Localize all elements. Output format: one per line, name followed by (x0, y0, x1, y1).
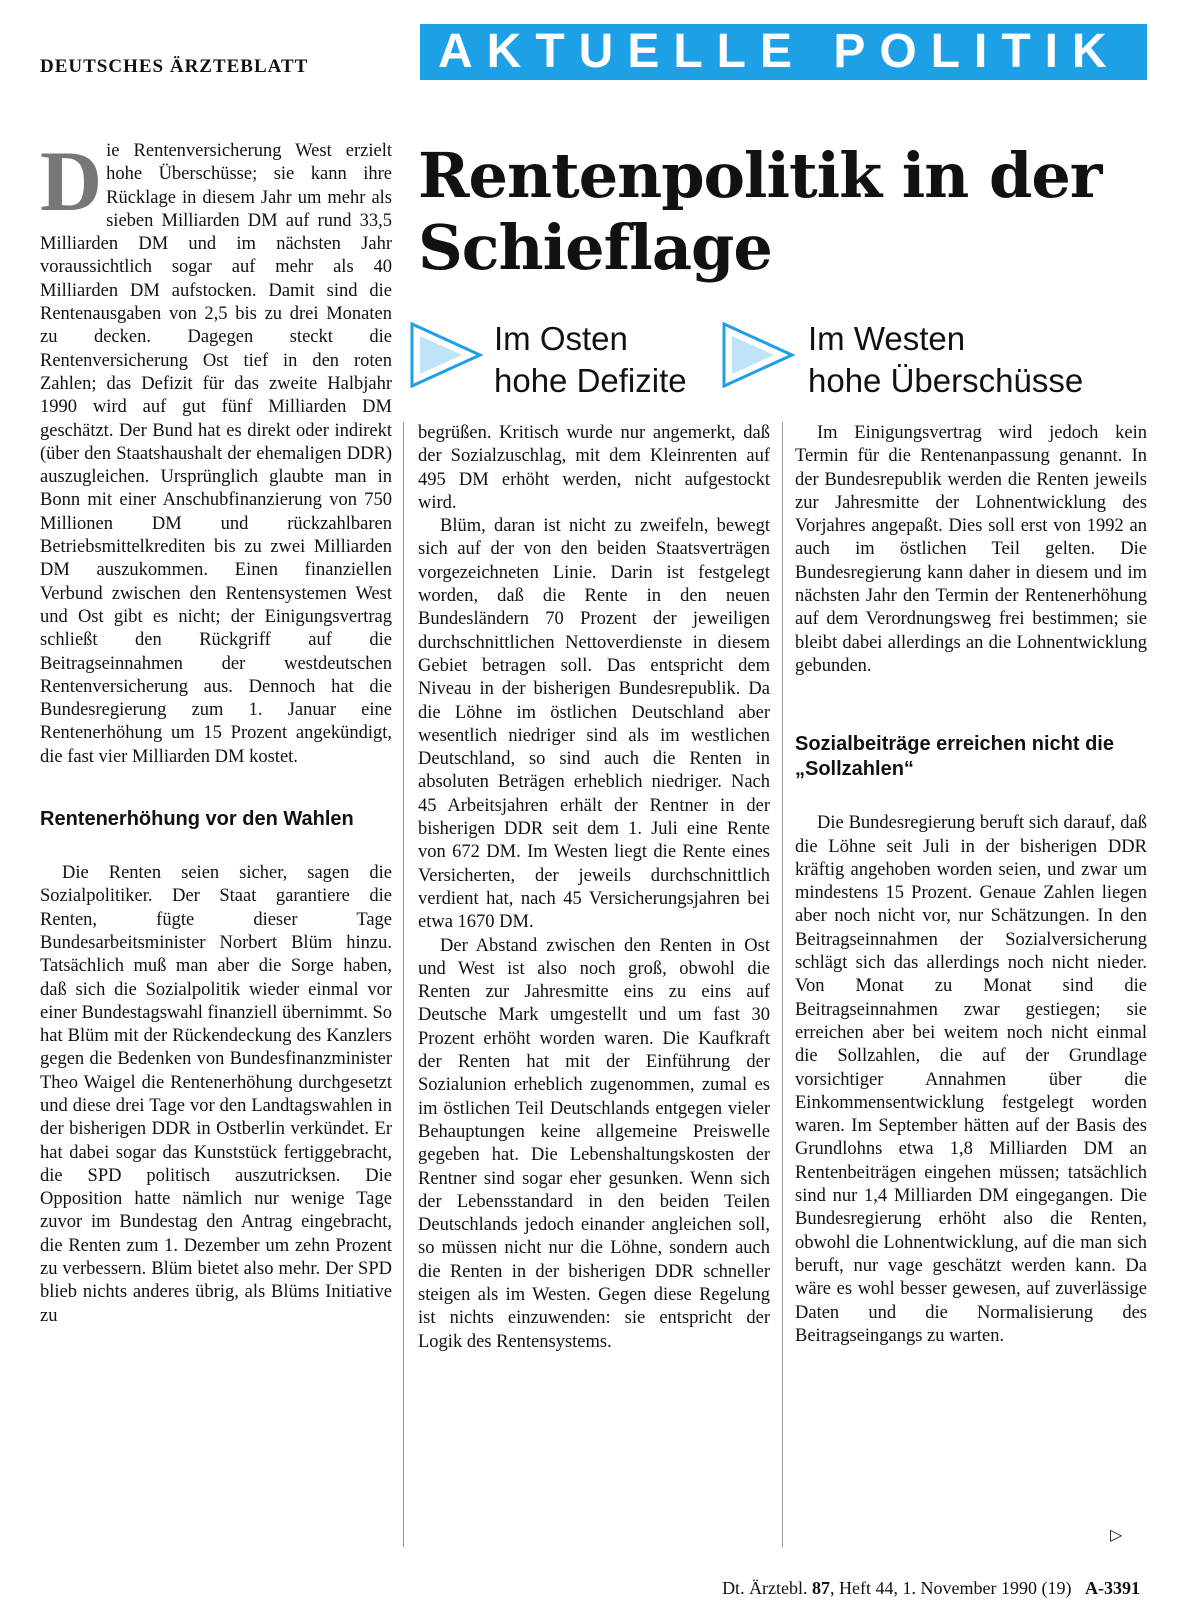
triangle-right-icon (722, 322, 796, 388)
subheading-rentenerhoehung: Rentenerhöhung vor den Wahlen (40, 808, 354, 831)
continue-arrow-icon: ▷ (1110, 1525, 1123, 1544)
deck-right (808, 318, 1083, 402)
deck-right-line2: hohe Überschüsse (808, 362, 1084, 399)
citation-volume: 87 (812, 1578, 831, 1598)
body-paragraph: Die Bundesregierung beruft sich darauf, daß die Löhne seit Juli in der bisherigen DDR kräftig angehoben worden seien, und zwar um mindestens 15 Prozent. Genaue Zahlen liegen aber noch nicht vor, nur Schätzungen. In den Beitragseinnahmen der Sozialversicherung schlägt sich das allerdings noch nicht nieder. Von Monat zu Monat sind die Beitragseinnahmen zwar gestiegen; sie erreichen aber bei weitem noch nicht einmal die Sollzahlen, die auf der Grundlage vorsichtiger Annahmen über die Einkommensentwicklung festgelegt worden waren. Im September hätten auf der Basis des Grundlohns etwa 1,8 Milliarden DM an Rentenbeiträgen eingehen müssen; tatsächlich sind nur 1,4 Milliarden DM eingegangen. Die Bundesregierung erhöht also die Renten, obwohl die Lohnentwicklung, auf die man sich beruft, nur vage geschätzt werden kann. Da wäre es wohl besser gewesen, auf zuverlässige Daten und die Normalisierung des Beitragseingangs zu warten. (795, 813, 1147, 1346)
citation-prefix: Dt. Ärztebl. (722, 1578, 808, 1598)
deck-left-line2: hohe Defizite (494, 362, 687, 399)
triangle-left-icon (410, 322, 484, 388)
body-paragraph: Blüm, daran ist nicht zu zweifeln, bewegt sich auf der von den beiden Staatsverträgen vorgezeichneten Linie. Darin ist festgelegt worden, daß die Rente in den neuen Bundesländern 70 Prozent der jeweiligen durchschnittlichen Nettoverdienste in diesem Gebiet betragen soll. Das entspricht dem Niveau in der bisherigen Bundesrepublik. Da die Löhne im östlichen Deutschland aber wesentlich niedriger sind als im westlichen Deutschland, so sind auch die Renten in absoluten Beträgen erheblich niedriger. Nach 45 Arbeitsjahren erhält der Rentner in der bisherigen DDR seit dem 1. Juli eine Rente von 672 DM. Im Westen liegt die Rente eines Versicherten, der jeweils durchschnittlich verdient hat, nach 45 Versicherungsjahren bei etwa 1670 DM. (418, 516, 770, 933)
intro-paragraph (40, 133, 392, 769)
page-number: A-3391 (1085, 1578, 1140, 1598)
body-paragraph: Im Einigungsvertrag wird jedoch kein Termin für die Rentenanpassung genannt. In der Bundesrepublik werden die Renten jeweils zur Jahresmitte der Lohnentwicklung des Vorjahres angepaßt. Dies soll erst von 1992 an auch im östlichen Teil gelten. Die Bundesregierung kann daher in diesem und im nächsten Jahr den Termin der Rentenerhöhung auf dem Verordnungsweg frei bestimmen; sie bleibt dabei allerdings an die Lohnentwicklung gebunden. (795, 423, 1147, 676)
deck-left (494, 318, 687, 402)
drop-cap: D (40, 133, 103, 229)
deck-right-line1: Im Westen (808, 320, 966, 357)
body-paragraph: Der Abstand zwischen den Renten in Ost und West ist also noch groß, obwohl die Renten zur Jahresmitte eins zu eins auf Deutsche Mark umgestellt und um fast 30 Prozent erhöht worden waren. Die Kaufkraft der Renten hat mit der Einführung der Sozialunion erheblich zugenommen, zumal es im östlichen Teil Deutschlands entgegen vieler Behauptungen keine allgemeine Preiswelle gegeben hat. Die Lebenshaltungskosten der Rentner sind sogar eher gesunken. Wenn sich der Lebensstandard in den beiden Teilen Deutschlands jedoch einander angleichen soll, so müssen nicht nur die Löhne, sondern auch die Renten in der bisherigen DDR schneller steigen als im Westen. Gegen diese Regelung ist nichts einzuwenden: sie entspricht der Logik des Rentensystems. (418, 935, 770, 1352)
deck-left-line1: Im Osten (494, 320, 628, 357)
page-footer (722, 1578, 1140, 1599)
intro-text: ie Rentenversicherung West erzielt hohe Überschüsse; sie kann ihre Rücklage in diesem Jahr um mehr als sieben Milliarden DM auf rund 33,5 Milliarden DM und im nächsten Jahr voraussichtlich sogar auf mehr als 40 Milliarden DM aufstocken. Damit sind die Rentenausgaben von 2,5 bis zu drei Monaten zu decken. Dagegen steckt die Rentenversicherung Ost tief in den roten Zahlen; das Defizit für das zweite Halbjahr 1990 wird auf gut fünf Milliarden DM geschätzt. Der Bund hat es direkt oder indirekt (über den Staatshaushalt der ehemaligen DDR) auszugleichen. Ursprünglich glaubte man in Bonn mit einer Anschubfinanzierung von 750 Millionen DM und rückzahlbaren Betriebsmittelkrediten bis zu zwei Milliarden DM auszukommen. Einen finanziellen Verbund zwischen den Rentensystemen West und Ost gibt es nicht; der Einigungsvertrag schließt den Rückgriff auf die Beitragseinnahmen der westdeutschen Rentenversicherung aus. Dennoch hat die Bundesregierung zum 1. Januar eine Rentenerhöhung um 15 Prozent angekündigt, die fast vier Milliarden DM kostet. (40, 141, 392, 767)
publication-name: DEUTSCHES ÄRZTEBLATT (40, 56, 309, 77)
article-column-1 (40, 133, 392, 1328)
article-column-3 (795, 422, 1147, 1348)
subheading-sozialbeitraege: Sozialbeiträge erreichen nicht die „Sollzahlen“ (795, 733, 1114, 781)
section-banner: AKTUELLE POLITIK (420, 24, 1147, 80)
citation-rest: , Heft 44, 1. November 1990 (19) (830, 1578, 1072, 1598)
article-column-2 (418, 422, 770, 1354)
body-paragraph: begrüßen. Kritisch wurde nur angemerkt, daß der Sozialzuschlag, mit dem Kleinrenten auf 495 DM erhöht werden, nicht aufgestockt wird. (418, 423, 770, 513)
article-title: Rentenpolitik in der Schieflage (418, 139, 1102, 284)
column-divider (403, 422, 404, 1547)
column-divider (782, 422, 783, 1547)
body-paragraph: Die Renten seien sicher, sagen die Sozialpolitiker. Der Staat garantiere die Renten, fügte dieser Tage Bundesarbeitsminister Norbert Blüm hinzu. Tatsächlich muß man aber die Sorge haben, daß sich die Sozialpolitik wieder einmal vor einer Bundestagswahl finanziell übernimmt. So hat Blüm mit der Rückendeckung des Kanzlers gegen die Bedenken von Bundesfinanzminister Theo Waigel die Rentenerhöhung durchgesetzt und diese drei Tage vor den Landtagswahlen in der bisherigen DDR in Ostberlin verkündet. Er hat dabei sogar das Kunststück fertiggebracht, die SPD politisch auszutricksen. Die Opposition hatte nämlich nur wenige Tage zuvor im Bundestag den Antrag eingebracht, die Renten zum 1. Dezember um zehn Prozent zu verbessern. Blüm bietet also mehr. Der SPD blieb nichts anderes übrig, als Blüms Initiative zu (40, 863, 392, 1326)
